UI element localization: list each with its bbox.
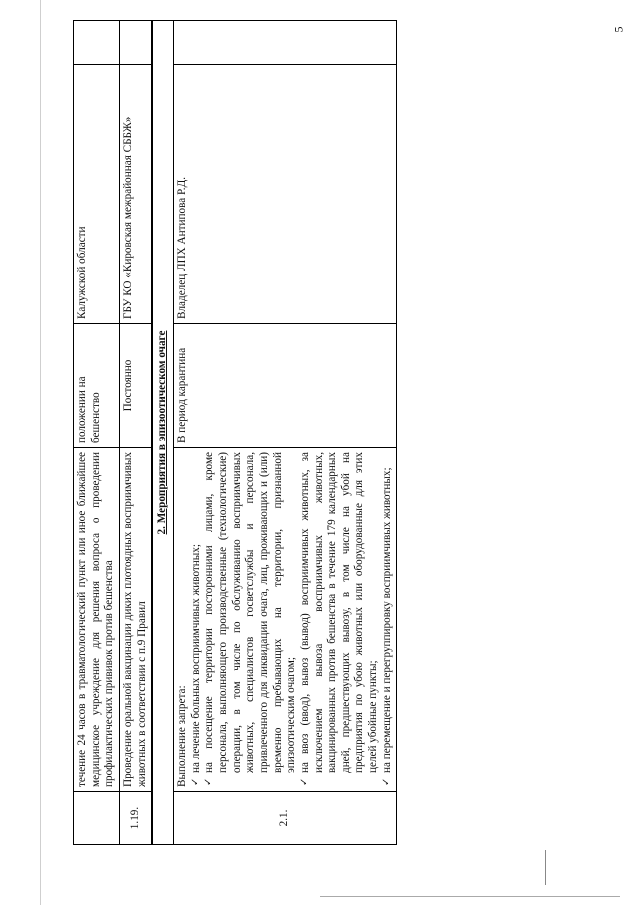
rotated-table-container xyxy=(73,40,613,845)
responsible-cell: Владелец ЛПХ Антипова Р.Д. xyxy=(173,65,397,324)
footer-line xyxy=(320,896,620,897)
page-number: 5 xyxy=(611,26,626,33)
empty-cell xyxy=(173,21,397,65)
measure-text: Проведение оральной вакцинации диких плотоядных восприимчивых животных в соответствии с п.9 Правил xyxy=(119,448,152,792)
empty-cell xyxy=(74,21,120,65)
row-number: 1.19. xyxy=(119,792,152,845)
row-number xyxy=(74,792,120,845)
ban-item: ✓ на посещение территории посторонними лицами, кроме персонала, выполняющего производственные (технологические) операции, в том числе по обслуживанию восприимчивых животных, специалистов госветслужбы и персонала, привлеченного для ликвидации очага, лиц, проживающих и (или) временно пребывающих на территории, признанной эпизоотическим очагом; xyxy=(203,452,299,773)
measure-text: течение 24 часов в травматологический пункт или иное ближайшее медицинское учреждение для решения вопроса о проведении профилактических прививок против бешенства xyxy=(74,448,120,792)
section-title: 2. Мероприятия в эпизоотическом очаге xyxy=(152,21,173,845)
table-row xyxy=(74,21,120,845)
footer-line xyxy=(545,850,546,885)
ban-list xyxy=(190,452,395,787)
row-number: 2.1. xyxy=(173,792,397,845)
period-cell: Постоянно xyxy=(119,324,152,448)
section-header-row xyxy=(152,21,173,845)
period-cell: В период карантина xyxy=(173,324,397,448)
ban-intro: Выполнение запрета: xyxy=(175,685,188,787)
page-margin-line xyxy=(40,0,41,905)
responsible-cell: Калужской области xyxy=(74,65,120,324)
table-row xyxy=(173,21,397,845)
measures-table xyxy=(73,20,397,845)
ban-item: ✓ на ввоз (ввод), вывоз (вывод) восприимчивых животных, за исключением вывоза восприимчивых животных, вакцинированных против бешенства в течение 179 календарных дней, предшествующих вывозу, в том числе на убой на предприятия по убою животных или оборудованные для этих целей убойные пункты; xyxy=(299,452,381,773)
ban-item: ✓ на лечение больных восприимчивых животных; xyxy=(190,452,204,773)
period-cell: положении на бешенство xyxy=(74,324,120,448)
table-row xyxy=(119,21,152,845)
ban-item: ✓ на перемещение и перегруппировку восприимчивых животных; xyxy=(381,452,395,773)
measure-text xyxy=(173,448,397,792)
responsible-cell: ГБУ КО «Кировская межрайонная СББЖ» xyxy=(119,65,152,324)
empty-cell xyxy=(119,21,152,65)
